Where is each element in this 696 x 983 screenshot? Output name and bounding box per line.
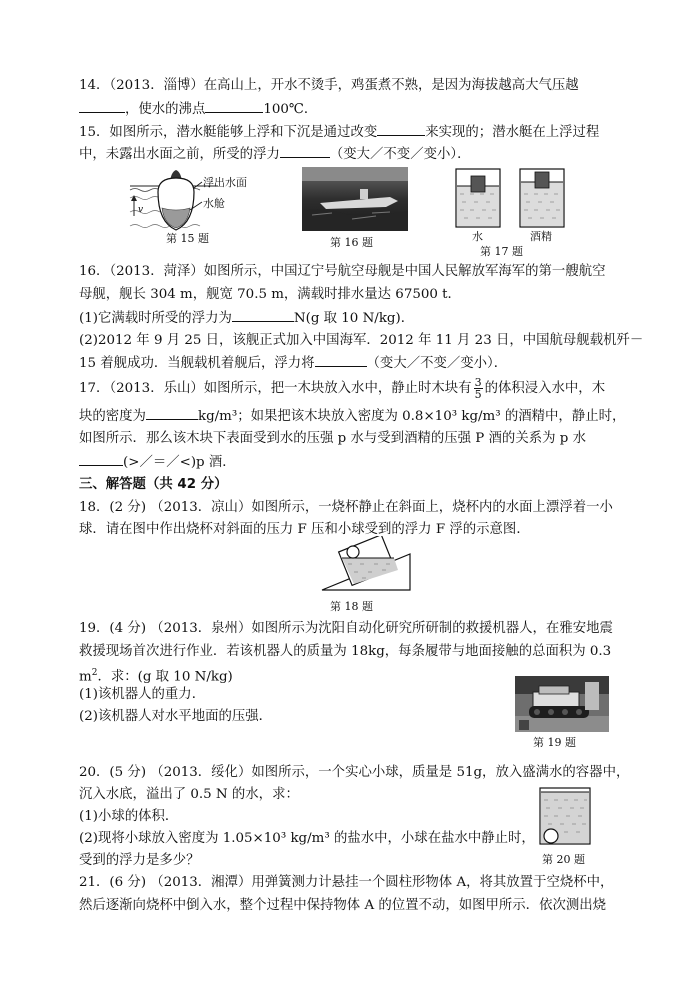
- fraction-3-5: [474, 377, 483, 400]
- blank: [146, 407, 198, 420]
- figure-20-container: [538, 786, 592, 846]
- caption-18: 第 18 题: [330, 600, 373, 613]
- q19-line1: 19．(4 分) （2013．泉州）如图所示为沈阳自动化研究所研制的救援机器人，在雅安地震: [79, 621, 613, 636]
- q17-text-a: 17．（2013．乐山）如图所示，把一木块放入水中，静止时木块有: [79, 381, 472, 396]
- label-water: 水: [472, 230, 483, 243]
- q15-line1: [79, 123, 599, 142]
- blank: [232, 309, 294, 322]
- q19-line5: (2)该机器人对水平地面的压强．: [79, 709, 273, 724]
- q15-text-b: 来实现的；潜水艇在上浮过程: [425, 125, 600, 140]
- q14-line1: 14．（2013．淄博）在高山上，开水不烫手，鸡蛋煮不熟，是因为海拔越高大气压越: [79, 78, 579, 93]
- q14-text-a: ，使水的沸点: [125, 102, 206, 117]
- q19-line4: (1)该机器人的重力．: [79, 687, 206, 702]
- figure-15-submarine: [128, 168, 268, 243]
- label-alcohol: 酒精: [530, 230, 552, 243]
- q16-line1: 16．（2013．菏泽）如图所示，中国辽宁号航空母舰是中国人民解放军海军的第一艘航空: [79, 264, 606, 279]
- velocity-label: v: [138, 205, 144, 215]
- q16-line2: 母舰，舰长 304 m，舰宽 70.5 m，满载时排水量达 67500 t．: [79, 287, 461, 302]
- q19-line2: 救援现场首次进行作业．若该机器人的质量为 18kg，每条履带与地面接触的总面积为 0.3: [79, 644, 612, 659]
- q21-line2: 然后逐渐向烧杯中倒入水，整个过程中保持物体 A 的位置不动，如图甲所示．依次测出烧: [79, 898, 607, 913]
- q17-line3: 如图所示．那么该木块下表面受到水的压强 p 水与受到酒精的压强 P 酒的关系为 p 水: [79, 431, 586, 446]
- q17-text-b: 的体积浸入水中，木: [484, 381, 606, 396]
- q17-text-e: (>／＝／<)p 酒．: [123, 455, 236, 470]
- q17-text-c: 块的密度为: [79, 409, 146, 424]
- blank: [315, 354, 367, 367]
- q16-line4: (2)2012 年 9 月 25 日，该舰正式加入中国海军．2012 年 11 月 23 日，中国航母舰载机歼－: [79, 333, 644, 348]
- q19-sup: 2: [91, 668, 98, 678]
- q15-text-a: 15．如图所示，潜水艇能够上浮和下沉是通过改变: [79, 125, 378, 140]
- q16-text-a: (1)它满载时所受的浮力为: [79, 311, 232, 326]
- q19-text-b: ．求：(g 取 10 N/kg): [97, 669, 233, 685]
- q15-text-d: （变大／不变／变小）．: [329, 147, 471, 162]
- q18-line2: 球．请在图中作出烧杯对斜面的压力 F 压和小球受到的浮力 F 浮的示意图．: [79, 522, 530, 537]
- q16-line5: [79, 354, 507, 373]
- blank: [205, 100, 263, 113]
- q14-text-b: 100℃．: [263, 102, 318, 117]
- caption-19: 第 19 题: [533, 736, 576, 749]
- caption-15: 第 15 题: [166, 232, 209, 245]
- q16-text-b: N(g 取 10 N/kg)．: [293, 311, 415, 326]
- frac-num: 3: [474, 376, 482, 389]
- caption-20: 第 20 题: [542, 853, 585, 866]
- q20-line4: (2)现将小球放入密度为 1.05×10³ kg/m³ 的盐水中，小球在盐水中静止时，: [79, 831, 535, 846]
- frac-den: 5: [474, 388, 482, 401]
- blank: [79, 453, 123, 466]
- blank: [280, 145, 330, 158]
- figure-18-beaker-on-slope: [318, 536, 418, 596]
- figure-17-beakers: [448, 164, 583, 242]
- q19-line3: [79, 664, 233, 686]
- label-tank: 水舱: [203, 197, 225, 210]
- q20-line5: 受到的浮力是多少？: [79, 853, 200, 868]
- q16-line3: [79, 309, 414, 328]
- q16-text-d: （变大／不变／变小）．: [366, 356, 508, 371]
- caption-17: 第 17 题: [480, 245, 523, 258]
- q20-line2: 沉入水底，溢出了 0.5 N 的水，求：: [79, 787, 299, 802]
- q17-line2: [79, 407, 625, 426]
- q17-text-d: kg/m³；如果把该木块放入密度为 0.8×10³ kg/m³ 的酒精中，静止时，: [197, 409, 626, 424]
- blank: [377, 123, 425, 136]
- q19-text-a: m: [79, 669, 92, 685]
- q17-line4: [79, 453, 236, 472]
- q21-line1: 21．(6 分) （2013．湘潭）用弹簧测力计悬挂一个圆柱形物体 A，将其放置于空烧杯中，: [79, 875, 614, 890]
- q20-line1: 20．(5 分) （2013．绥化）如图所示，一个实心小球，质量是 51g，放入盛满水的容器中，: [79, 765, 630, 780]
- q20-line3: (1)小球的体积．: [79, 809, 179, 824]
- figure-19-robot-photo: [515, 676, 609, 732]
- section-3-title: 三、解答题（共 42 分）: [79, 477, 228, 492]
- figure-16-carrier-photo: [302, 167, 408, 231]
- q15-text-c: 中，未露出水面之前，所受的浮力: [79, 147, 280, 162]
- q17-line1: [79, 377, 605, 401]
- blank: [79, 100, 125, 113]
- q15-line2: [79, 145, 470, 164]
- q16-text-c: 15 着舰成功．当舰载机着舰后，浮力将: [79, 356, 315, 371]
- q14-line2: [79, 100, 317, 119]
- caption-16: 第 16 题: [330, 236, 373, 249]
- q18-line1: 18．(2 分) （2013．凉山）如图所示，一烧杯静止在斜面上，烧杯内的水面上漂浮着一小: [79, 500, 613, 515]
- label-surface: 浮出水面: [203, 176, 247, 189]
